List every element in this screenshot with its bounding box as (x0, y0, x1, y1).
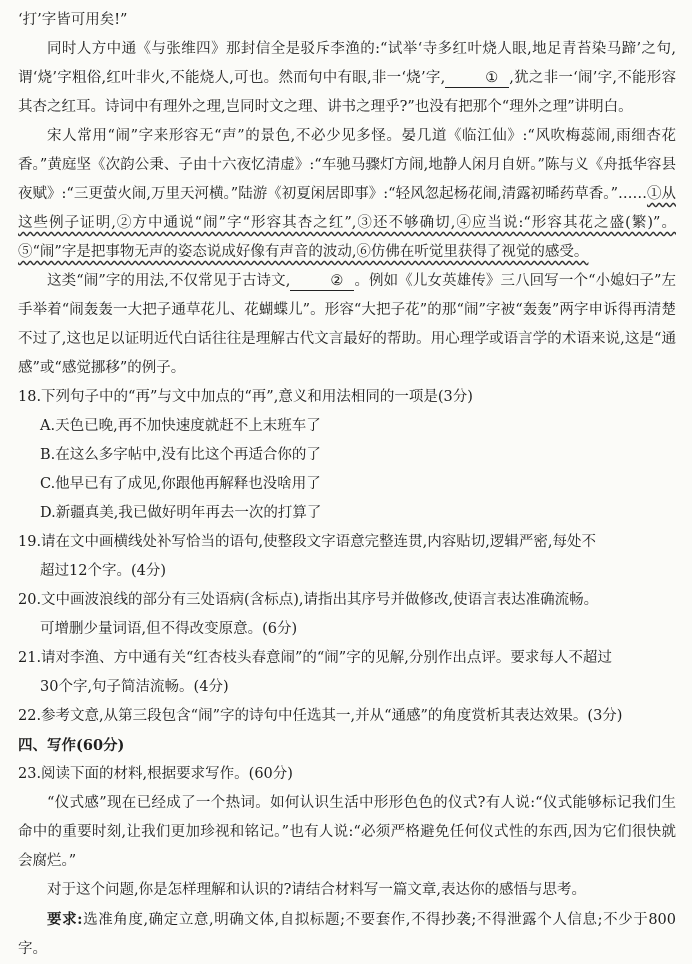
question-22: 22.参考文意,从第三段包含“闹”字的诗句中任选其一,并从“通感”的角度赏析其表达效果。(3分) (18, 708, 623, 724)
para-1-text-b: ,犹之非一‘闹’字,不能形容其杏之红耳。诗词中有理外之理,岂同时文之理、讲书之理乎?”也没有把那个“理外之理”讲明白。 (18, 70, 676, 115)
q18-option-c: C.他早已有了成见,你跟他再解释也没啥用了 (40, 476, 321, 492)
blank-2: ② (290, 272, 354, 291)
blank-1: ① (445, 69, 509, 88)
para-2-text: 宋人常用“闹”字来形容无“声”的景色,不必少见多怪。晏几道《临江仙》:“风吹梅蕊闹,雨细杏花香。”黄庭坚《次韵公秉、子由十六夜忆清虚》:“车驰马骤灯方闹,地静人闲月自妍。”陈与义《舟抵华容县夜赋》:“三更萤火闹,万里天河横。”陆游《初夏闲居即事》:“轻风忽起杨花闹,清露初晞药草香。”…… (18, 128, 676, 202)
writing-requirements (18, 905, 676, 964)
para-3-text-a: 这类“闹”字的用法,不仅常见于古诗文, (47, 273, 291, 289)
question-21: 21.请对李渔、方中通有关“红杏枝头春意闹”的“闹”字的见解,分别作出点评。要求每人不超过 (18, 650, 612, 666)
q18-option-d: D.新疆真美,我已做好明年再去一次的打算了 (40, 505, 322, 521)
writing-material: “仪式感”现在已经成了一个热词。如何认识生活中形形色色的仪式?有人说:“仪式能够标记我们生命中的重要时刻,让我们更加珍视和铭记。”也有人说:“必须严格避免任何仪式性的东西,因为它们很快就会腐烂。” (18, 795, 676, 869)
section-writing-heading: 四、写作(60分) (18, 737, 125, 754)
writing-prompt: 对于这个问题,你是怎样理解和认识的?请结合材料写一篇文章,表达你的感悟与思考。 (47, 882, 586, 898)
para-1 (18, 35, 676, 122)
question-20-cont: 可增删少量词语,但不得改变原意。(6分) (40, 621, 298, 637)
question-23: 23.阅读下面的材料,根据要求写作。(60分) (18, 766, 293, 782)
question-20: 20.文中画波浪线的部分有三处语病(含标点),请指出其序号并做修改,使语言表达准确流畅。 (18, 592, 599, 608)
para-2 (18, 122, 676, 267)
q18-option-b: B.在这么多字帖中,没有比这个再适合你的了 (40, 447, 321, 463)
question-19-cont: 超过12个字。(4分) (40, 563, 166, 579)
para-3-text-b: 。例如《儿女英雄传》三八回写一个“小媳妇子”左手举着“闹轰轰一大把子通草花儿、花蝴蝶儿”。形容“大把子花”的那“闹”字被“轰轰”两字申诉得再清楚不过了,这也足以证明近代白话往往是理解古代文言最好的帮助。用心理学或语言学的术语来说,这是“通感”或“感觉挪移”的例子。 (18, 273, 676, 376)
q18-option-a: A.天色已晚,再不加快速度就赶不上末班车了 (40, 418, 321, 434)
question-21-cont: 30个字,句子简洁流畅。(4分) (40, 679, 229, 695)
question-19: 19.请在文中画横线处补写恰当的语句,使整段文字语意完整连贯,内容贴切,逻辑严密,每处不 (18, 534, 596, 550)
para-3 (18, 267, 676, 383)
requirements-text: 选准角度,确定立意,明确文体,自拟标题;不要套作,不得抄袭;不得泄露个人信息;不少于800字。 (18, 912, 676, 957)
question-18: 18.下列句子中的“再”与文中加点的“再”,意义和用法相同的一项是(3分) (18, 389, 473, 405)
wavy-underlined-passage: ①从这些例子证明,②方中通说“闹”字“形容其杏之红”,③还不够确切,④应当说:“形容其花之盛(繁)”。⑤“闹”字是把事物无声的姿态说成好像有声音的波动,⑥仿佛在听觉里获得了视觉的感受。 (18, 186, 676, 260)
para-0: ‘打’字皆可用矣!” (18, 12, 128, 28)
requirements-label: 要求: (47, 911, 83, 928)
para-1-text-a: 同时人方中通《与张维四》那封信全是驳斥李渔的:“试举‘寺多红叶烧人眼,地足青苔染马蹄’之句,谓‘烧’字粗俗,红叶非火,不能烧人,可也。然而句中有眼,非一‘烧’字, (18, 41, 676, 86)
